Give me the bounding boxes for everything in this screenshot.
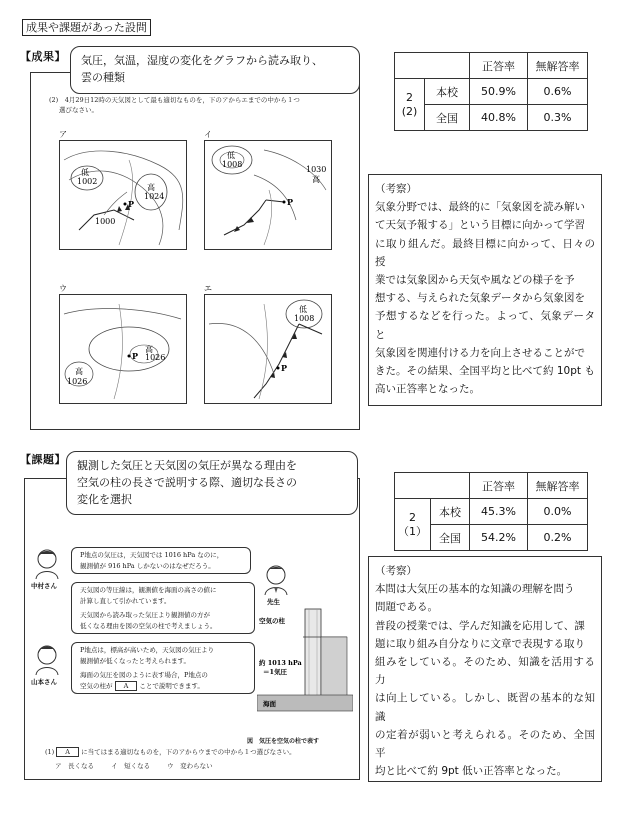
issue-consideration: （考察） 本問は大気圧の基本的な知識の理解を問う 問題である。 普段の授業では、学んだ知識を応用して、課 題に取り組み自分なりに文章で表現する取り 組みをしている。そのため、知識を活用する力 は向上している。しかし、既習の基本的な知識 の定着が弱いと考えられる。そのため、全国平 均と比べて約 9pt 低い正答率となった。 bbox=[368, 556, 602, 782]
map-a-low: 低 bbox=[81, 168, 89, 177]
map-u-high: 高 bbox=[145, 345, 153, 354]
teacher-name: 先生 bbox=[267, 598, 280, 606]
success-question-panel bbox=[30, 72, 360, 430]
issue-question-text: (1) A に当てはまる適切なものを，下のアからウまでの中から１つ選びなさい。 bbox=[45, 748, 296, 756]
map-e-point: P bbox=[281, 363, 288, 373]
map-a-high: 高 bbox=[147, 183, 155, 192]
map-i-high: 高 bbox=[312, 175, 320, 184]
consideration-heading: （考察） bbox=[375, 565, 417, 577]
national-correct-rate: 54.2% bbox=[470, 525, 528, 551]
map-a-high-value: 1024 bbox=[144, 192, 165, 201]
map-a-label: ア bbox=[59, 130, 67, 139]
nakamura-avatar bbox=[33, 547, 61, 579]
fig-air-column-label: 空気の柱 bbox=[259, 617, 285, 625]
success-stats-table bbox=[394, 52, 588, 131]
map-i-low-value: 1008 bbox=[222, 160, 243, 169]
weather-map-i bbox=[204, 140, 332, 250]
header-correct-rate: 正答率 bbox=[470, 53, 528, 79]
consideration-heading: （考察） bbox=[375, 183, 417, 195]
teacher-avatar bbox=[263, 563, 289, 595]
fig-pressure-equals: ＝1気圧 bbox=[263, 668, 288, 676]
map-i-point: P bbox=[287, 197, 294, 207]
question-text: (2) 4月29日12時の天気図として最も適切なものを，下のアからエまでの中から１つ 選びなさい。 bbox=[49, 96, 300, 114]
map-e-label: エ bbox=[204, 284, 212, 293]
national-correct-rate: 40.8% bbox=[470, 105, 528, 131]
choice-i: イ 短くなる bbox=[111, 762, 151, 770]
map-u-label: ウ bbox=[59, 284, 67, 293]
weather-map-e bbox=[204, 294, 332, 404]
map-i-low: 低 bbox=[227, 151, 235, 160]
fig-sea-label: 海面 bbox=[263, 700, 276, 708]
row-label-national: 全国 bbox=[431, 525, 470, 551]
yamamoto-avatar bbox=[33, 643, 61, 675]
choice-u: ウ 変わらない bbox=[167, 762, 213, 770]
header-no-answer-rate: 無解答率 bbox=[528, 53, 588, 79]
map-u-high2-value: 1026 bbox=[67, 377, 88, 386]
air-column-figure bbox=[257, 607, 353, 731]
row-label-school: 本校 bbox=[425, 79, 470, 105]
question-number: 2 (2) bbox=[395, 79, 425, 131]
weather-map-a bbox=[59, 140, 187, 250]
page-title: 成果や課題があった設問 bbox=[22, 19, 151, 36]
issue-stats-table bbox=[394, 472, 588, 551]
fig-pressure-value: 約 1013 hPa bbox=[259, 659, 302, 667]
map-u-point: P bbox=[132, 351, 139, 361]
map-i-label: イ bbox=[204, 130, 212, 139]
yamamoto-bubble: P地点は，標高が高いため，天気図の気圧より 観測値が低くなったと考えられます。 海面の気圧を図のように表す場合，P地点の 空気の柱が A ことで説明できます。 bbox=[71, 642, 255, 694]
map-a-point: P bbox=[128, 199, 135, 209]
header-correct-rate: 正答率 bbox=[470, 473, 528, 499]
yamamoto-name: 山本さん bbox=[31, 678, 57, 686]
weather-map-u bbox=[59, 294, 187, 404]
school-correct-rate: 50.9% bbox=[470, 79, 528, 105]
header-no-answer-rate: 無解答率 bbox=[528, 473, 588, 499]
nakamura-bubble: P地点の気圧は，天気図では 1016 hPa なのに， 観測値が 916 hPa しかないのはなぜだろう。 bbox=[71, 547, 251, 574]
nakamura-name: 中村さん bbox=[31, 582, 57, 590]
issue-question-panel bbox=[24, 478, 360, 780]
school-no-answer-rate: 0.0% bbox=[528, 499, 588, 525]
blank-a-box: A bbox=[115, 681, 138, 691]
map-e-low: 低 bbox=[299, 305, 307, 314]
map-u-high2: 高 bbox=[75, 367, 83, 376]
national-no-answer-rate: 0.3% bbox=[528, 105, 588, 131]
national-no-answer-rate: 0.2% bbox=[528, 525, 588, 551]
map-u-high-value: 1026 bbox=[145, 353, 166, 362]
teacher-bubble: 天気図の等圧線は，観測値を海面の高さの値に 計算し直して引かれています。 天気図から読み取った気圧より観測値の方が 低くなる理由を図の空気の柱で考えましょう。 bbox=[71, 582, 255, 634]
success-tag: 【成果】 bbox=[20, 50, 66, 63]
map-a-low2-value: 1000 bbox=[95, 217, 116, 226]
map-e-low-value: 1008 bbox=[294, 314, 315, 323]
issue-choices bbox=[55, 761, 355, 771]
success-callout: 気圧，気温，湿度の変化をグラフから読み取り、 雲の種類 bbox=[70, 46, 360, 94]
issue-callout: 観測した気圧と天気図の気圧が異なる理由を 空気の柱の長さで説明する際、適切な長さの 変化を選択 bbox=[66, 451, 358, 515]
success-consideration: （考察） 気象分野では、最終的に「気象図を読み解い て天気予報する」という目標に向かって学習 に取り組んだ。最終目標に向かって、日々の授 業では気象図から天気や風などの様子を予 想する、与えられた気象データから気象図を 予想するなどを行った。よって、気象データと 気象図を関連付ける力を向上させることがで きた。その結果、全国平均と比べて約 10pt も 高い正答率となった。 bbox=[368, 174, 602, 406]
choice-a: ア 長くなる bbox=[55, 762, 94, 770]
question-number: 2 （1） bbox=[395, 499, 431, 551]
row-label-national: 全国 bbox=[425, 105, 470, 131]
school-no-answer-rate: 0.6% bbox=[528, 79, 588, 105]
school-correct-rate: 45.3% bbox=[470, 499, 528, 525]
map-a-low-value: 1002 bbox=[77, 177, 98, 186]
issue-tag: 【課題】 bbox=[20, 453, 66, 466]
fig-caption: 図 気圧を空気の柱で表す bbox=[247, 738, 320, 745]
map-i-high-value: 1030 bbox=[306, 165, 327, 174]
row-label-school: 本校 bbox=[431, 499, 470, 525]
